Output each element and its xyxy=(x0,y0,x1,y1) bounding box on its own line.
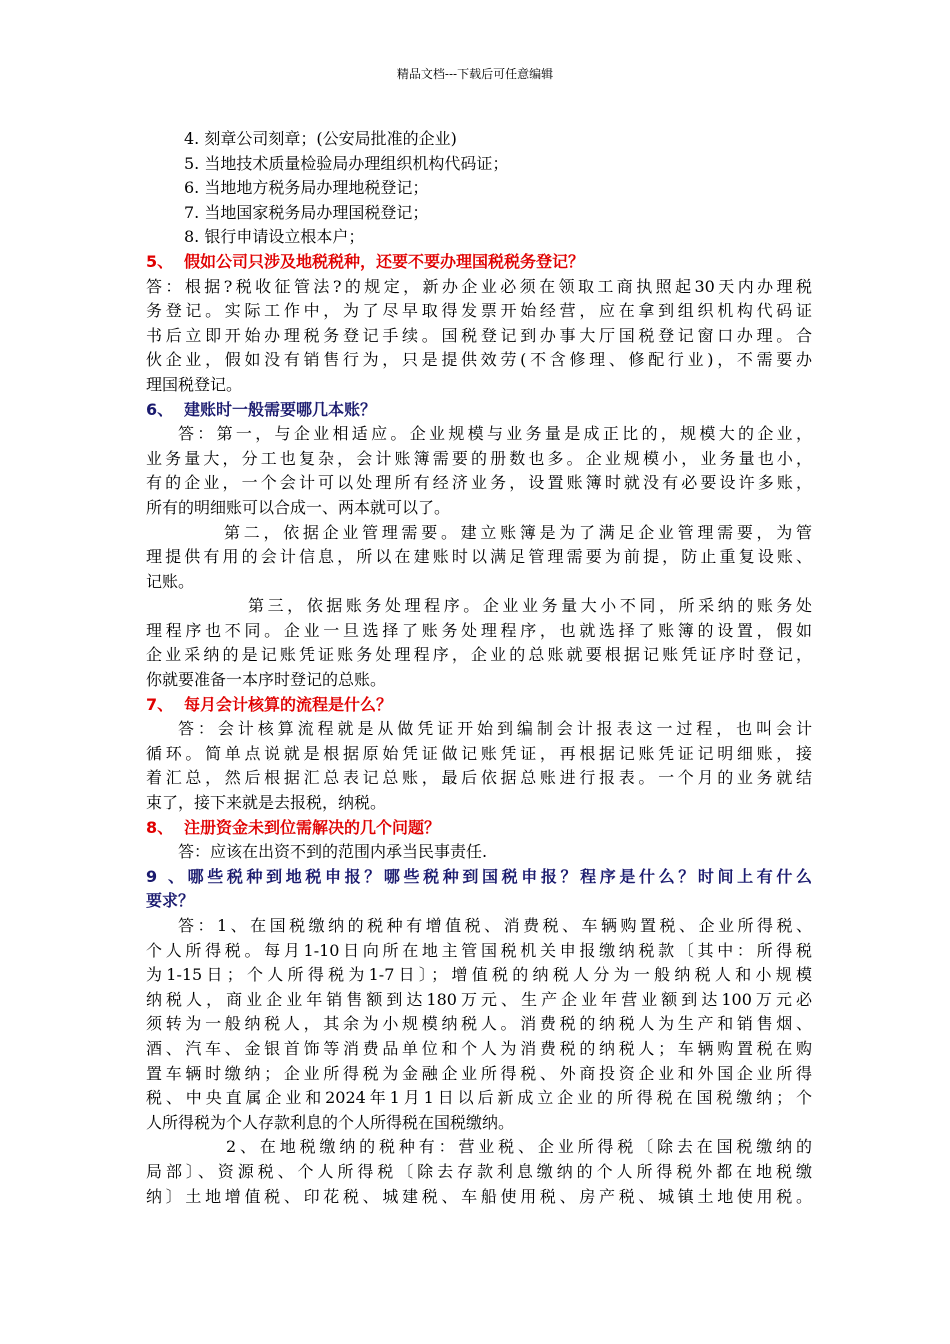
text-line: 答：第一，与企业相适应。企业规模与业务量是成正比的，规模大的企业， xyxy=(178,424,812,444)
text-line: 理程序也不同。企业一旦选择了账务处理程序，也就选择了账簿的设置，假如 xyxy=(146,620,812,640)
list-item: 6. 当地地方税务局办理地税登记； xyxy=(184,178,429,198)
text-line: 人所得税为个人存款利息的个人所得税在国税缴纳。 xyxy=(146,1112,515,1132)
text-line: 企业采纳的是记账凭证账务处理程序，企业的总账就要根据记账凭证序时登记， xyxy=(146,645,812,665)
text-line: 理提供有用的会计信息，所以在建账时以满足管理需要为前提，防止重复设账、 xyxy=(146,547,812,567)
question-heading xyxy=(146,865,812,890)
text-line: 书后立即开始办理税务登记手续。国税登记到办事大厅国税登记窗口办理。合 xyxy=(146,325,812,345)
page-header: 精品文档---下载后可任意编辑 xyxy=(396,67,554,81)
question-heading xyxy=(146,693,812,718)
text-line: 须转为一般纳税人，其余为小规模纳税人。消费税的纳税人为生产和销售烟、 xyxy=(146,1014,812,1034)
text-line: 伙企业，假如没有销售行为，只是提供效劳(不含修理、修配行业)，不需要办 xyxy=(146,350,812,370)
text-line: 置车辆时缴纳；企业所得税为金融企业所得税、外商投资企业和外国企业所得 xyxy=(146,1063,812,1083)
list-item: 7. 当地国家税务局办理国税登记； xyxy=(184,202,429,222)
text-line: 你就要准备一本序时登记的总账。 xyxy=(146,670,387,690)
text-line: 理国税登记。 xyxy=(146,374,243,394)
text-line: 酒、汽车、金银首饰等消费品单位和个人为消费税的纳税人；车辆购置税在购 xyxy=(146,1038,812,1058)
question-heading xyxy=(146,398,812,423)
question-heading xyxy=(146,250,812,275)
text-line: 局部〕、资源税、个人所得税〔除去存款利息缴纳的个人所得税外都在地税缴 xyxy=(146,1161,812,1181)
document-body xyxy=(146,127,812,1209)
question-text-continued: 要求？ xyxy=(146,891,195,911)
text-line: 纳〕土地增值税、印花税、城建税、车船使用税、房产税、城镇土地使用税。 xyxy=(146,1186,812,1206)
text-line: 答：应该在出资不到的范围内承当民事责任. xyxy=(178,842,488,862)
list-item: 4. 刻章公司刻章；(公安局批准的企业) xyxy=(184,129,457,148)
text-line: 税、中央直属企业和2024年1月1日以后新成立企业的所得税在国税缴纳；个 xyxy=(146,1088,812,1108)
question-text: 建账时一般需要哪几本账？ xyxy=(184,399,377,419)
text-line: 着汇总，然后根据汇总表记总账，最后依据总账进行报表。一个月的业务就结 xyxy=(146,768,812,788)
text-line: 2、在地税缴纳的税种有：营业税、企业所得税〔除去在国税缴纳的 xyxy=(226,1137,812,1157)
text-line: 所有的明细账可以合成一、两本就可以了。 xyxy=(146,497,451,517)
text-line: 答：1、在国税缴纳的税种有增值税、消费税、车辆购置税、企业所得税、 xyxy=(178,916,812,935)
text-line: 个人所得税。每月1-10日向所在地主管国税机关申报缴纳税款〔其中：所得税 xyxy=(146,940,812,960)
question-text: 注册资金未到位需解决的几个问题？ xyxy=(184,817,441,837)
question-number: 8、 xyxy=(146,817,174,837)
text-line: 业务量大，分工也复杂，会计账簿需要的册数也多。企业规模小，业务量也小， xyxy=(146,448,812,468)
question-number: 7、 xyxy=(146,694,174,714)
question-text: 每月会计核算的流程是什么？ xyxy=(184,694,393,714)
text-line: 循环。简单点说就是根据原始凭证做记账凭证，再根据记账凭证记明细账，接 xyxy=(146,743,812,763)
text-line: 第二，依据企业管理需要。建立账簿是为了满足企业管理需要，为管 xyxy=(224,522,812,542)
question-number: 6、 xyxy=(146,399,174,419)
text-line: 务登记。实际工作中，为了尽早取得发票开始经营，应在拿到组织机构代码证 xyxy=(146,301,812,321)
question-text: 假如公司只涉及地税税种，还要不要办理国税税务登记？ xyxy=(184,251,585,271)
text-line: 第三，依据账务处理程序。企业业务量大小不同，所采纳的账务处 xyxy=(248,596,812,616)
list-item: 5. 当地技术质量检验局办理组织机构代码证； xyxy=(184,153,509,173)
text-line: 答：根据?税收征管法?的规定，新办企业必须在领取工商执照起30天内办理税 xyxy=(146,276,812,296)
question-number: 9、 xyxy=(146,866,184,886)
text-line: 答：会计核算流程就是从做凭证开始到编制会计报表这一过程，也叫会计 xyxy=(178,719,812,739)
question-heading xyxy=(146,816,812,841)
question-text: 哪些税种到地税申报？哪些税种到国税申报？程序是什么？时间上有什么 xyxy=(184,866,812,886)
text-line: 有的企业，一个会计可以处理所有经济业务，设置账簿时就没有必要设许多账， xyxy=(146,473,812,493)
text-line: 记账。 xyxy=(146,571,195,591)
text-line: 束了，接下来就是去报税，纳税。 xyxy=(146,793,387,813)
text-line: 纳税人，商业企业年销售额到达180万元、生产企业年营业额到达100万元必 xyxy=(146,989,812,1009)
text-line: 为1-15日；个人所得税为1-7日〕；增值税的纳税人分为一般纳税人和小规模 xyxy=(146,965,812,985)
question-number: 5、 xyxy=(146,251,174,271)
list-item: 8. 银行申请设立根本户； xyxy=(184,227,365,247)
